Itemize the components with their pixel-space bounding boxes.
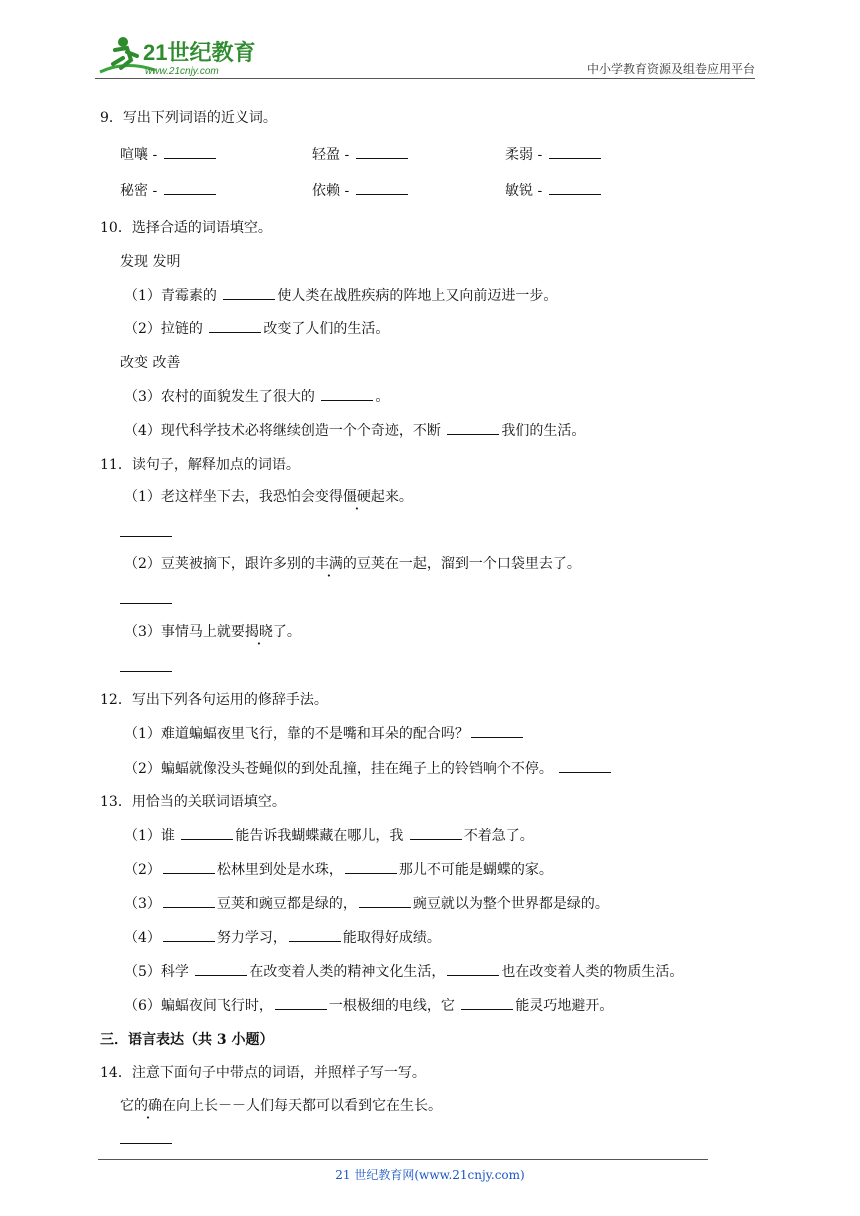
q10-word-group-1: 发现 发明	[120, 254, 181, 270]
q11-title: 11．读句子，解释加点的词语。	[100, 457, 300, 473]
header-divider	[95, 78, 755, 79]
q13-item-2: （2） 松林里到处是水珠， 那儿不可能是蝴蝶的家。	[124, 862, 553, 878]
q11-answer-2	[120, 591, 172, 608]
q13-item-5: （5）科学 在改变着人类的精神文化生活， 也在改变着人类的物质生活。	[124, 964, 684, 980]
q11-item-2: （2）豆荚被摘下，跟许多别的丰满的豆荚在一起，溜到一个口袋里去了。	[124, 556, 581, 572]
q9-word-5: 依赖 -	[312, 180, 410, 200]
q9-word-3: 柔弱 -	[505, 144, 603, 164]
q9-word-1: 喧嚷 -	[120, 144, 218, 164]
q10-item-3: （3）农村的面貌发生了很大的 。	[124, 389, 390, 405]
q11-item-3: （3）事情马上就要揭晓了。	[124, 624, 301, 640]
q10-item-2: （2）拉链的 改变了人们的生活。	[124, 321, 390, 337]
q11-answer-3	[120, 659, 172, 676]
q9-word-6: 敏锐 -	[505, 180, 603, 200]
q10-item-4: （4）现代科学技术必将继续创造一个个奇迹，不断 我们的生活。	[124, 423, 586, 439]
q13-item-1: （1）谁 能告诉我蝴蝶藏在哪儿，我 不着急了。	[124, 828, 534, 844]
q13-title: 13．用恰当的关联词语填空。	[100, 794, 286, 810]
q12-item-1: （1）难道蝙蝠夜里飞行，靠的不是嘴和耳朵的配合吗？	[124, 723, 525, 743]
q14-title: 14．注意下面句子中带点的词语，并照样子写一写。	[100, 1065, 426, 1081]
q9-word-2: 轻盈 -	[312, 144, 410, 164]
svg-text:21世纪教育: 21世纪教育	[143, 40, 256, 65]
site-logo	[95, 30, 265, 80]
svg-text:www.21cnjy.com: www.21cnjy.com	[145, 66, 219, 77]
q11-item-1: （1）老这样坐下去，我恐怕会变得僵硬起来。	[124, 489, 413, 505]
q12-title: 12．写出下列各句运用的修辞手法。	[100, 692, 328, 708]
footer-source: 21 世纪教育网(www.21cnjy.com)	[335, 1168, 525, 1182]
q10-title: 10．选择合适的词语填空。	[100, 220, 272, 236]
q10-word-group-2: 改变 改善	[120, 355, 181, 371]
q9-word-4: 秘密 -	[120, 180, 218, 200]
q13-item-3: （3） 豆荚和豌豆都是绿的， 豌豆就以为整个世界都是绿的。	[124, 896, 609, 912]
q9-title: 9．写出下列词语的近义词。	[100, 110, 277, 126]
q13-item-6: （6）蝙蝠夜间飞行时， 一根极细的电线，它 能灵巧地避开。	[124, 998, 614, 1014]
q12-item-2: （2）蝙蝠就像没头苍蝇似的到处乱撞，挂在绳子上的铃铛响个不停。	[124, 758, 613, 778]
section-3-title: 三．语言表达（共 3 小题）	[100, 1032, 274, 1048]
footer-divider	[98, 1159, 708, 1160]
platform-name: 中小学教育资源及组卷应用平台	[586, 62, 755, 76]
q10-item-1: （1）青霉素的 使人类在战胜疾病的阵地上又向前迈进一步。	[124, 288, 558, 304]
q14-example: 它的确在向上长－－人们每天都可以看到它在生长。	[120, 1098, 442, 1114]
q14-answer	[120, 1131, 172, 1148]
q13-item-4: （4） 努力学习， 能取得好成绩。	[124, 930, 441, 946]
q11-answer-1	[120, 524, 172, 541]
